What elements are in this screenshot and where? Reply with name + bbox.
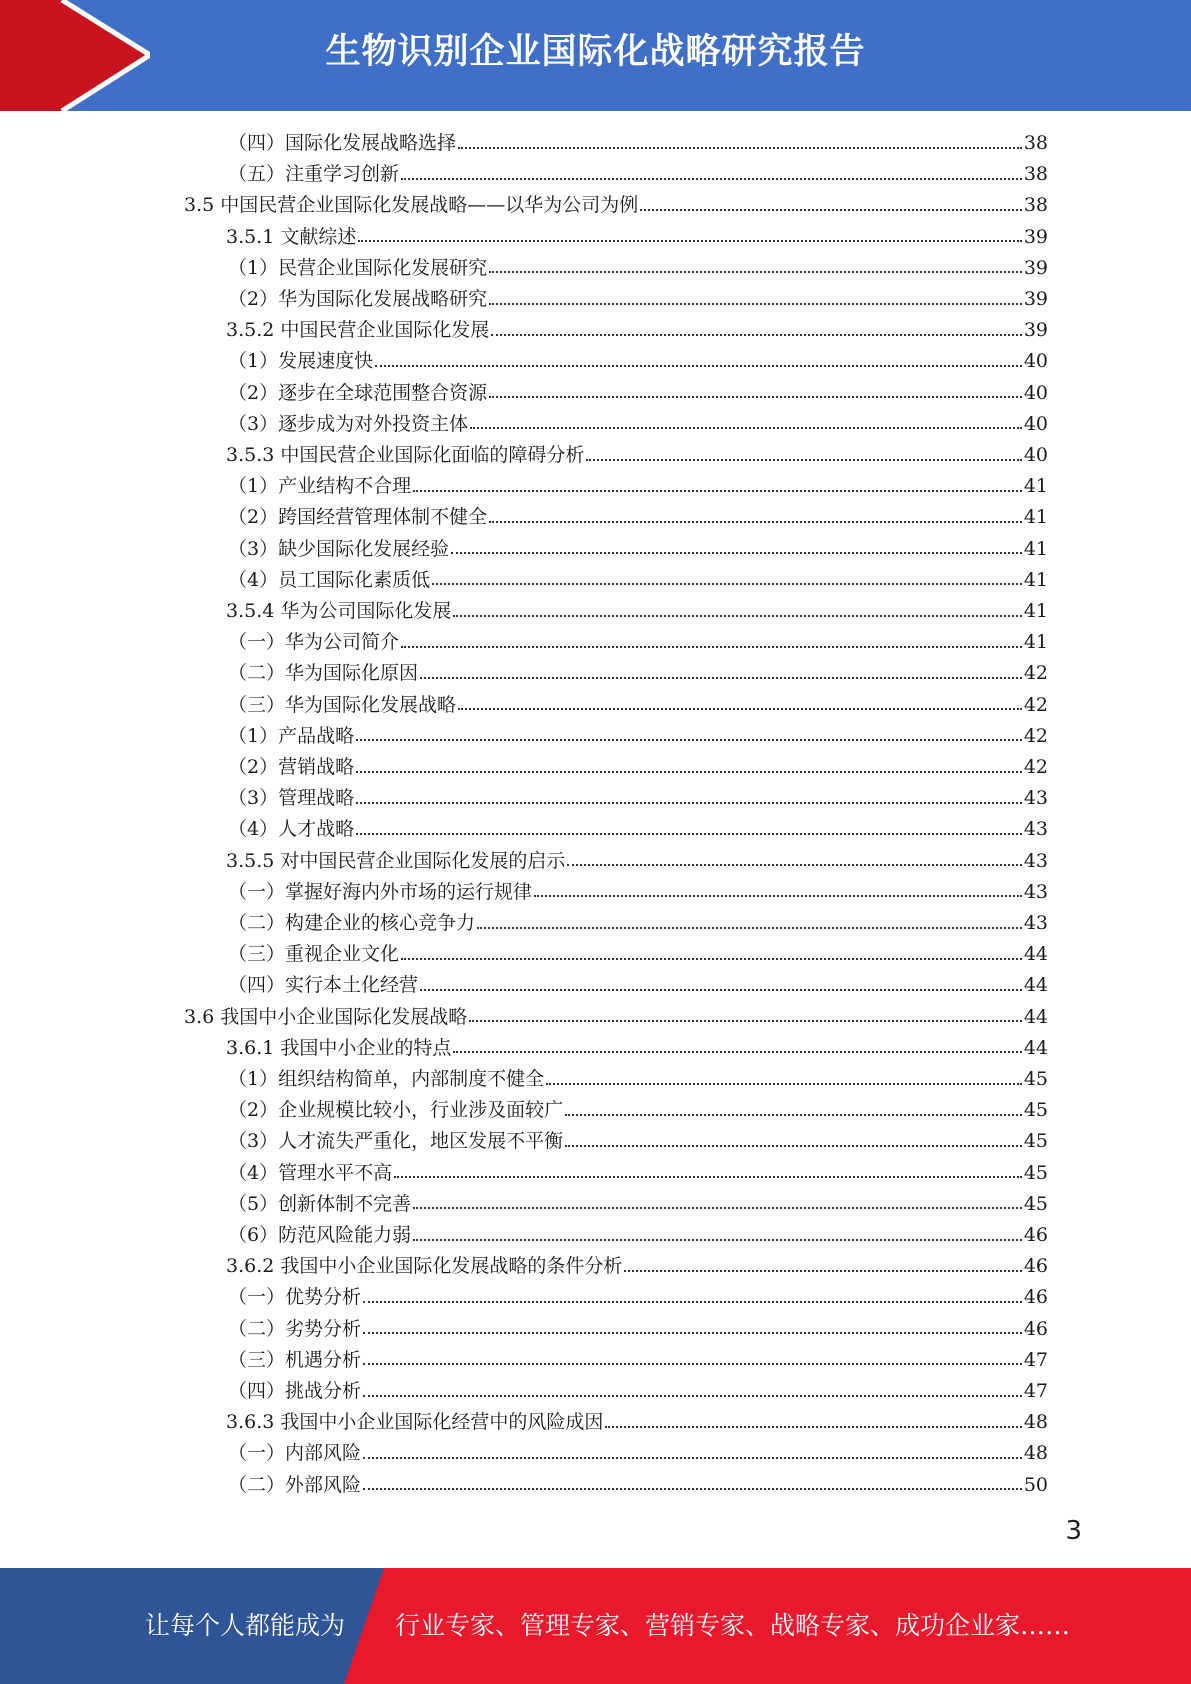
toc-dot-leader bbox=[567, 864, 1021, 866]
toc-entry[interactable] bbox=[228, 346, 1048, 377]
toc-entry[interactable] bbox=[228, 627, 1048, 658]
toc-entry-label: 3.6.2 我国中小企业国际化发展战略的条件分析 bbox=[226, 1255, 623, 1278]
toc-entry[interactable] bbox=[228, 253, 1048, 284]
toc-entry[interactable] bbox=[228, 502, 1048, 533]
toc-entry[interactable] bbox=[228, 159, 1048, 190]
toc-entry-page: 41 bbox=[1023, 506, 1048, 529]
toc-entry-page: 41 bbox=[1023, 475, 1048, 498]
toc-dot-leader bbox=[453, 1051, 1021, 1053]
toc-entry-page: 45 bbox=[1023, 1068, 1048, 1090]
toc-entry-page: 48 bbox=[1023, 1411, 1048, 1434]
toc-entry-page: 40 bbox=[1023, 381, 1048, 404]
toc-entry[interactable] bbox=[226, 1033, 1048, 1064]
toc-dot-leader bbox=[394, 1176, 1022, 1178]
toc-entry-page: 40 bbox=[1023, 350, 1048, 373]
toc-entry[interactable] bbox=[228, 783, 1048, 814]
toc-entry-label: （4）人才战略 bbox=[228, 818, 355, 841]
toc-entry-label: （4）管理水平不高 bbox=[228, 1161, 393, 1184]
toc-entry-label: （6）防范风险能力弱 bbox=[228, 1224, 412, 1246]
toc-entry-page: 40 bbox=[1023, 412, 1048, 435]
toc-entry-label: （三）重视企业文化 bbox=[228, 943, 400, 966]
toc-entry[interactable] bbox=[226, 1407, 1048, 1438]
toc-entry-label: （三）华为国际化发展战略 bbox=[228, 693, 457, 716]
toc-entry-label: （2）逐步在全球范围整合资源 bbox=[228, 381, 488, 404]
toc-entry-page: 44 bbox=[1023, 1036, 1048, 1059]
toc-entry-label: （四）实行本土化经营 bbox=[228, 974, 419, 997]
toc-entry-page: 43 bbox=[1023, 787, 1048, 810]
toc-dot-leader bbox=[356, 771, 1022, 773]
toc-dot-leader bbox=[363, 1363, 1022, 1365]
toc-entry-page: 43 bbox=[1023, 818, 1048, 841]
toc-entry-page: 42 bbox=[1023, 693, 1048, 716]
toc-entry-label: （4）员工国际化素质低 bbox=[228, 568, 431, 591]
toc-entry-page: 40 bbox=[1023, 444, 1048, 466]
toc-entry-page: 47 bbox=[1023, 1348, 1048, 1371]
toc-entry-label: （1）产品战略 bbox=[228, 724, 355, 747]
toc-dot-leader bbox=[640, 209, 1022, 211]
toc-entry[interactable] bbox=[226, 596, 1048, 627]
toc-entry[interactable] bbox=[228, 378, 1048, 409]
toc-entry-page: 45 bbox=[1023, 1130, 1048, 1153]
toc-entry[interactable] bbox=[228, 814, 1048, 845]
toc-entry-page: 44 bbox=[1023, 943, 1048, 966]
toc-dot-leader bbox=[458, 708, 1022, 710]
toc-entry-page: 42 bbox=[1023, 756, 1048, 778]
toc-entry-page: 44 bbox=[1023, 1005, 1048, 1028]
toc-dot-leader bbox=[477, 927, 1022, 929]
toc-entry-page: 48 bbox=[1023, 1442, 1048, 1465]
toc-entry-page: 38 bbox=[1023, 194, 1048, 217]
toc-entry-page: 45 bbox=[1023, 1161, 1048, 1184]
footer-slogan-right: 行业专家、管理专家、营销专家、战略专家、成功企业家…… bbox=[395, 1611, 1071, 1640]
toc-entry-label: （二）华为国际化原因 bbox=[228, 662, 419, 685]
toc-entry[interactable] bbox=[228, 1282, 1048, 1313]
toc-dot-leader bbox=[489, 303, 1022, 305]
toc-dot-leader bbox=[356, 739, 1022, 741]
toc-entry[interactable] bbox=[228, 1126, 1048, 1157]
toc-entry-label: （五）注重学习创新 bbox=[228, 163, 400, 186]
toc-dot-leader bbox=[413, 1239, 1022, 1241]
toc-entry[interactable] bbox=[226, 315, 1048, 346]
toc-dot-leader bbox=[546, 1083, 1022, 1085]
toc-dot-leader bbox=[413, 490, 1022, 492]
toc-entry-page: 43 bbox=[1023, 912, 1048, 934]
toc-entry-label: 3.6 我国中小企业国际化发展战略 bbox=[184, 1005, 468, 1028]
toc-entry-page: 46 bbox=[1023, 1255, 1048, 1278]
toc-entry[interactable] bbox=[228, 721, 1048, 752]
toc-entry[interactable] bbox=[228, 1095, 1048, 1126]
toc-entry-page: 39 bbox=[1023, 225, 1048, 248]
toc-entry-label: 3.5.5 对中国民营企业国际化发展的启示 bbox=[226, 849, 566, 872]
page-number: 3 bbox=[1065, 1516, 1082, 1546]
toc-dot-leader bbox=[363, 1457, 1022, 1459]
toc-entry[interactable] bbox=[228, 409, 1048, 440]
toc-entry-label: （四）国际化发展战略选择 bbox=[228, 132, 457, 154]
toc-dot-leader bbox=[469, 1020, 1022, 1022]
toc-entry-label: （二）外部风险 bbox=[228, 1473, 362, 1496]
toc-dot-leader bbox=[358, 240, 1021, 242]
toc-entry-label: （3）管理战略 bbox=[228, 787, 355, 810]
toc-entry[interactable] bbox=[228, 471, 1048, 502]
toc-dot-leader bbox=[489, 271, 1022, 273]
toc-entry-label: （3）人才流失严重化，地区发展不平衡 bbox=[228, 1130, 564, 1153]
toc-entry[interactable] bbox=[228, 565, 1048, 596]
toc-entry-page: 41 bbox=[1023, 537, 1048, 560]
toc-entry-label: （1）发展速度快 bbox=[228, 350, 374, 373]
toc-dot-leader bbox=[605, 1426, 1021, 1428]
toc-entry-label: 3.5.2 中国民营企业国际化发展 bbox=[226, 319, 490, 342]
toc-dot-leader bbox=[401, 958, 1022, 960]
toc-dot-leader bbox=[356, 802, 1022, 804]
toc-entry[interactable] bbox=[228, 284, 1048, 315]
toc-entry-page: 43 bbox=[1023, 880, 1048, 903]
toc-entry-label: 3.5 中国民营企业国际化发展战略——以华为公司为例 bbox=[184, 194, 639, 217]
toc-entry[interactable] bbox=[228, 908, 1048, 939]
toc-entry-label: （2）营销战略 bbox=[228, 756, 355, 778]
toc-entry[interactable] bbox=[228, 877, 1048, 908]
toc-entry-page: 42 bbox=[1023, 724, 1048, 747]
toc-entry[interactable] bbox=[228, 1158, 1048, 1189]
toc-dot-leader bbox=[534, 895, 1022, 897]
toc-entry-page: 50 bbox=[1023, 1473, 1048, 1496]
footer-banner bbox=[0, 1568, 1191, 1684]
toc-entry-page: 38 bbox=[1023, 132, 1048, 154]
toc-entry-label: 3.5.3 中国民营企业国际化面临的障碍分析 bbox=[226, 444, 585, 466]
toc-entry[interactable] bbox=[226, 440, 1048, 471]
toc-entry-label: （四）挑战分析 bbox=[228, 1380, 362, 1402]
toc-entry[interactable] bbox=[226, 222, 1048, 253]
toc-dot-leader bbox=[565, 1145, 1022, 1147]
toc-entry-page: 45 bbox=[1023, 1192, 1048, 1215]
toc-entry[interactable] bbox=[228, 1438, 1048, 1469]
toc-dot-leader bbox=[356, 833, 1022, 835]
toc-entry-label: （2）华为国际化发展战略研究 bbox=[228, 288, 488, 310]
toc-entry[interactable] bbox=[228, 970, 1048, 1001]
toc-entry[interactable] bbox=[228, 752, 1048, 783]
toc-entry-label: （一）华为公司简介 bbox=[228, 631, 400, 654]
toc-entry[interactable] bbox=[226, 1251, 1048, 1282]
toc-dot-leader bbox=[363, 1301, 1022, 1303]
toc-entry[interactable] bbox=[228, 1064, 1048, 1095]
toc-dot-leader bbox=[451, 552, 1022, 554]
toc-entry-label: （三）机遇分析 bbox=[228, 1348, 362, 1371]
toc-entry-label: （一）优势分析 bbox=[228, 1286, 362, 1309]
toc-entry-label: 3.6.1 我国中小企业的特点 bbox=[226, 1036, 452, 1059]
toc-entry-label: （1）民营企业国际化发展研究 bbox=[228, 256, 488, 279]
toc-entry-label: （3）逐步成为对外投资主体 bbox=[228, 412, 469, 435]
toc-entry-page: 41 bbox=[1023, 631, 1048, 654]
toc-dot-leader bbox=[432, 583, 1022, 585]
toc-entry[interactable] bbox=[184, 1002, 1048, 1033]
toc-dot-leader bbox=[453, 615, 1021, 617]
toc-dot-leader bbox=[489, 521, 1022, 523]
toc-dot-leader bbox=[489, 396, 1022, 398]
toc-entry-label: （5）创新体制不完善 bbox=[228, 1192, 412, 1215]
toc-dot-leader bbox=[413, 1207, 1022, 1209]
toc-dot-leader bbox=[458, 147, 1022, 149]
toc-entry-label: （1）产业结构不合理 bbox=[228, 475, 412, 498]
toc-entry[interactable] bbox=[228, 1345, 1048, 1376]
toc-entry-page: 38 bbox=[1023, 163, 1048, 186]
toc-dot-leader bbox=[586, 459, 1021, 461]
toc-dot-leader bbox=[363, 1488, 1022, 1490]
toc-entry-page: 47 bbox=[1023, 1380, 1048, 1402]
toc-entry-label: （3）缺少国际化发展经验 bbox=[228, 537, 450, 560]
toc-dot-leader bbox=[420, 677, 1022, 679]
toc-entry[interactable] bbox=[184, 190, 1048, 221]
toc-entry[interactable] bbox=[228, 128, 1048, 159]
toc-entry-page: 41 bbox=[1023, 568, 1048, 591]
toc-entry[interactable] bbox=[228, 1314, 1048, 1345]
toc-dot-leader bbox=[375, 365, 1022, 367]
toc-dot-leader bbox=[491, 334, 1021, 336]
header-banner bbox=[0, 0, 1191, 111]
toc-entry-page: 39 bbox=[1023, 288, 1048, 310]
toc-entry-page: 45 bbox=[1023, 1099, 1048, 1122]
toc-dot-leader bbox=[565, 1114, 1022, 1116]
toc-entry[interactable] bbox=[228, 1189, 1048, 1220]
toc-entry[interactable] bbox=[226, 846, 1048, 877]
toc-entry-label: （二）构建企业的核心竞争力 bbox=[228, 912, 476, 934]
toc-dot-leader bbox=[363, 1332, 1022, 1334]
toc-entry-page: 46 bbox=[1023, 1224, 1048, 1246]
toc-entry[interactable] bbox=[228, 534, 1048, 565]
toc-entry-label: 3.5.1 文献综述 bbox=[226, 225, 357, 248]
toc-entry[interactable] bbox=[228, 1470, 1048, 1501]
toc-entry-label: （一）掌握好海内外市场的运行规律 bbox=[228, 880, 533, 903]
toc-entry-page: 42 bbox=[1023, 662, 1048, 685]
toc-entry-page: 39 bbox=[1023, 319, 1048, 342]
report-title: 生物识别企业国际化战略研究报告 bbox=[325, 32, 866, 72]
toc-dot-leader bbox=[401, 178, 1022, 180]
toc-entry[interactable] bbox=[228, 939, 1048, 970]
toc-entry[interactable] bbox=[228, 658, 1048, 689]
toc-entry-page: 41 bbox=[1023, 600, 1048, 622]
toc-entry-label: 3.5.4 华为公司国际化发展 bbox=[226, 600, 452, 622]
toc-entry-page: 46 bbox=[1023, 1286, 1048, 1309]
toc-dot-leader bbox=[363, 1395, 1022, 1397]
toc-entry-page: 39 bbox=[1023, 256, 1048, 279]
toc-entry[interactable] bbox=[228, 1220, 1048, 1251]
toc-entry[interactable] bbox=[228, 690, 1048, 721]
toc-entry-label: （2）跨国经营管理体制不健全 bbox=[228, 506, 488, 529]
toc-dot-leader bbox=[624, 1270, 1021, 1272]
toc-entry-page: 46 bbox=[1023, 1317, 1048, 1340]
toc-dot-leader bbox=[420, 989, 1022, 991]
toc-entry-page: 44 bbox=[1023, 974, 1048, 997]
toc-entry[interactable] bbox=[228, 1376, 1048, 1407]
toc-dot-leader bbox=[401, 646, 1022, 648]
toc-entry-label: （1）组织结构简单，内部制度不健全 bbox=[228, 1068, 545, 1090]
toc-dot-leader bbox=[470, 427, 1022, 429]
toc-entry-label: （二）劣势分析 bbox=[228, 1317, 362, 1340]
footer-slogan-left: 让每个人都能成为 bbox=[144, 1611, 345, 1640]
toc-entry-label: （2）企业规模比较小，行业涉及面较广 bbox=[228, 1099, 564, 1122]
toc-entry-label: （一）内部风险 bbox=[228, 1442, 362, 1465]
toc-entry-page: 43 bbox=[1023, 849, 1048, 872]
toc-entry-label: 3.6.3 我国中小企业国际化经营中的风险成因 bbox=[226, 1411, 604, 1434]
